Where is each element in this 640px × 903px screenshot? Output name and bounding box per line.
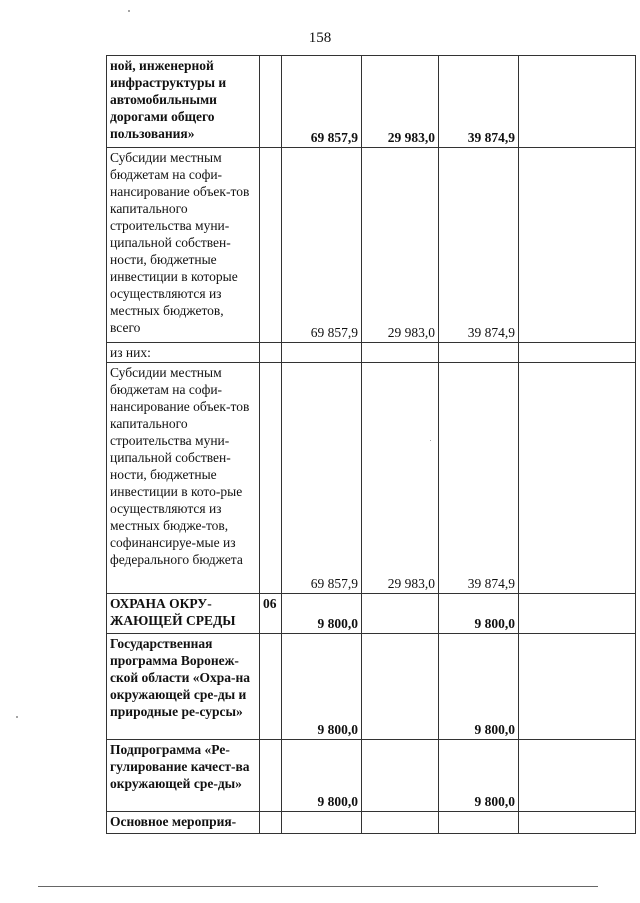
amount-col6-cell [519, 363, 636, 594]
amount-col4-cell: 29 983,0 [362, 56, 439, 148]
amount-col6-cell [519, 148, 636, 343]
amount-col5-cell [439, 343, 519, 363]
row-name-cell: Субсидии местным бюджетам на софи-нансирование объек-тов капитального строительства муни-ципальной собствен-ности, бюджетные инвестиции в кото-рые осуществляются из местных бюдже-тов, софинансируе-мые из федерального бюджета [107, 363, 260, 594]
amount-col6-cell [519, 634, 636, 740]
amount-col4-cell [362, 343, 439, 363]
amount-col5-cell [439, 812, 519, 834]
amount-col4-cell: 29 983,0 [362, 148, 439, 343]
amount-col4-cell [362, 634, 439, 740]
row-name-cell: Подпрограмма «Ре-гулирование качест-ва окружающей сре-ды» [107, 740, 260, 812]
amount-col4-cell [362, 740, 439, 812]
amount-col5-cell: 39 874,9 [439, 56, 519, 148]
table-row [107, 594, 636, 634]
code-cell [260, 56, 282, 148]
amount-col6-cell [519, 812, 636, 834]
page-number: 158 [308, 30, 332, 46]
code-cell [260, 634, 282, 740]
code-cell: 06 [260, 594, 282, 634]
row-name-cell: Субсидии местным бюджетам на софи-нансирование объек-тов капитального строительства муни-ципальной собствен-ности, бюджетные инвестиции в которые осуществляются из местных бюджетов, всего [107, 148, 260, 343]
amount-total-cell [282, 343, 362, 363]
budget-table [106, 55, 636, 834]
scan-speck [430, 440, 431, 441]
amount-total-cell: 69 857,9 [282, 148, 362, 343]
page-bottom-rule [38, 886, 598, 887]
amount-col5-cell: 9 800,0 [439, 634, 519, 740]
amount-col5-cell: 39 874,9 [439, 363, 519, 594]
table-row [107, 56, 636, 148]
table-row [107, 634, 636, 740]
code-cell [260, 363, 282, 594]
row-name-cell: ОХРАНА ОКРУ-ЖАЮЩЕЙ СРЕДЫ [107, 594, 260, 634]
amount-col5-cell: 9 800,0 [439, 594, 519, 634]
amount-col5-cell: 9 800,0 [439, 740, 519, 812]
scan-speck [16, 716, 18, 718]
amount-col4-cell: 29 983,0 [362, 363, 439, 594]
amount-total-cell: 9 800,0 [282, 594, 362, 634]
amount-col6-cell [519, 594, 636, 634]
amount-col6-cell [519, 56, 636, 148]
row-name-cell: Основное мероприя- [107, 812, 260, 834]
amount-total-cell: 69 857,9 [282, 56, 362, 148]
table-row [107, 343, 636, 363]
code-cell [260, 148, 282, 343]
row-name-cell: из них: [107, 343, 260, 363]
amount-total-cell: 9 800,0 [282, 634, 362, 740]
code-cell [260, 740, 282, 812]
code-cell [260, 812, 282, 834]
amount-total-cell: 69 857,9 [282, 363, 362, 594]
table-row [107, 740, 636, 812]
amount-total-cell: 9 800,0 [282, 740, 362, 812]
amount-col4-cell [362, 812, 439, 834]
amount-col4-cell [362, 594, 439, 634]
table-row [107, 812, 636, 834]
amount-col6-cell [519, 343, 636, 363]
table-row [107, 148, 636, 343]
scan-speck [128, 10, 130, 12]
amount-total-cell [282, 812, 362, 834]
table-row [107, 363, 636, 594]
code-cell [260, 343, 282, 363]
amount-col5-cell: 39 874,9 [439, 148, 519, 343]
row-name-cell: Государственная программа Воронеж-ской области «Охра-на окружающей сре-ды и природные ре-сурсы» [107, 634, 260, 740]
amount-col6-cell [519, 740, 636, 812]
row-name-cell: ной, инженерной инфраструктуры и автомобильными дорогами общего пользования» [107, 56, 260, 148]
